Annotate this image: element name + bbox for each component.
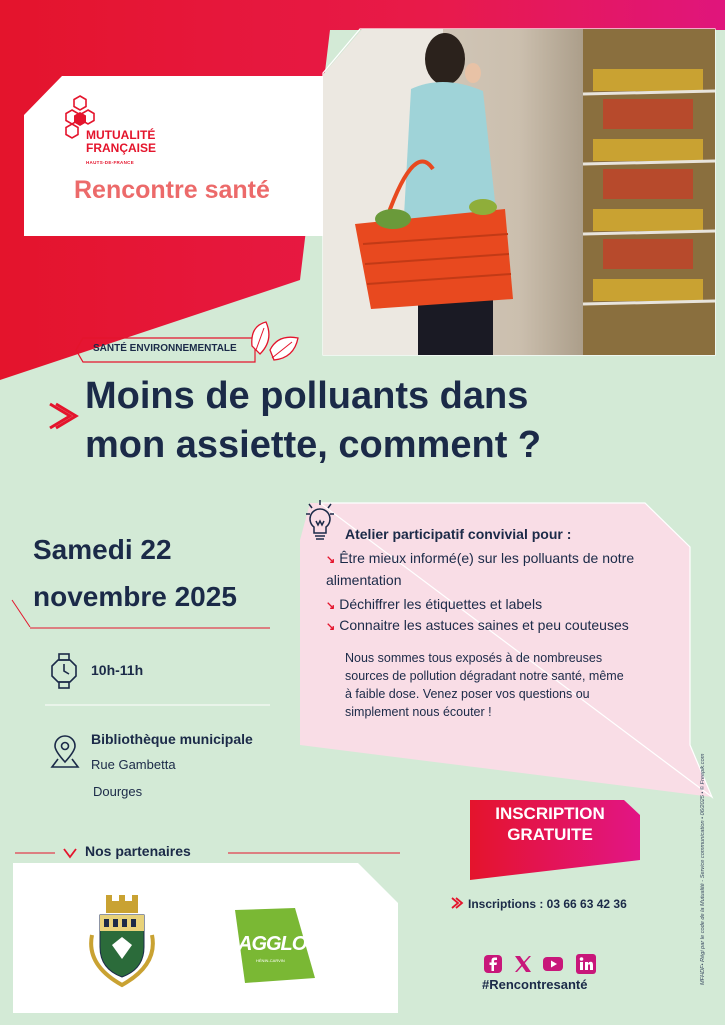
workshop-title: Atelier participatif convivial pour : [345,526,572,542]
linkedin-icon[interactable] [576,954,596,974]
title-line2: mon assiette, comment ? [85,424,542,466]
agglo-logo-subtext: HÉNIN-CARVIN [256,958,285,963]
location-name: Bibliothèque municipale [91,731,253,747]
town-crest-icon [82,895,162,990]
agglo-logo-text: AGGLO [238,933,307,955]
location-city: Dourges [93,784,143,799]
leaf-icon [248,320,306,366]
date-line2: novembre 2025 [33,581,237,612]
logo-line2: FRANÇAISE [86,141,157,155]
event-type: Rencontre santé [74,176,270,204]
workshop-bullet-2: ↘ Déchiffrer les étiquettes et labels [326,596,543,612]
hashtag: #Rencontresanté [482,977,588,992]
arrow-icon: ↘ [326,554,336,566]
facebook-icon[interactable] [483,954,503,974]
watch-icon [50,653,78,689]
arrow-icon: ↘ [326,600,336,612]
youtube-icon[interactable] [543,954,563,974]
page-title [85,372,685,470]
title-line1: Moins de polluants dans [85,375,529,417]
location-street: Rue Gambetta [91,757,176,772]
event-date [33,526,237,620]
arrow-icon: ↘ [326,621,336,633]
x-icon[interactable] [513,954,533,974]
workshop-bullet-3: ↘ Connaitre les astuces saines et peu couteuses [326,617,629,633]
workshop-description: Nous sommes tous exposés à de nombreuses sources de pollution dégradant notre santé, même à faible dose. Venez poser vos questions ou simplement nous écouter ! [345,651,624,719]
lightbulb-icon [305,499,335,543]
workshop-bullet-1: ↘ Être mieux informé(e) sur les polluants de notre alimentation [326,550,635,588]
location-pin-icon [50,735,80,769]
registration-button[interactable]: INSCRIPTION GRATUITE [495,804,605,844]
logo-line3: HAUTS-DE-FRANCE [86,160,134,165]
date-line1: Samedi 22 [33,534,172,565]
supermarket-photo [323,29,715,355]
legal-notice: MFHDF• Régi par le code de la Mutualité - Service communication • 06/2025 • © Freepik.com [700,753,706,985]
event-time: 10h-11h [91,662,144,678]
theme-badge: SANTÉ ENVIRONNEMENTALE [93,343,237,354]
registration-phone[interactable]: Inscriptions : 03 66 63 42 36 [468,897,627,911]
partners-label: Nos partenaires [85,843,191,859]
logo-line1: MUTUALITÉ [86,128,156,142]
